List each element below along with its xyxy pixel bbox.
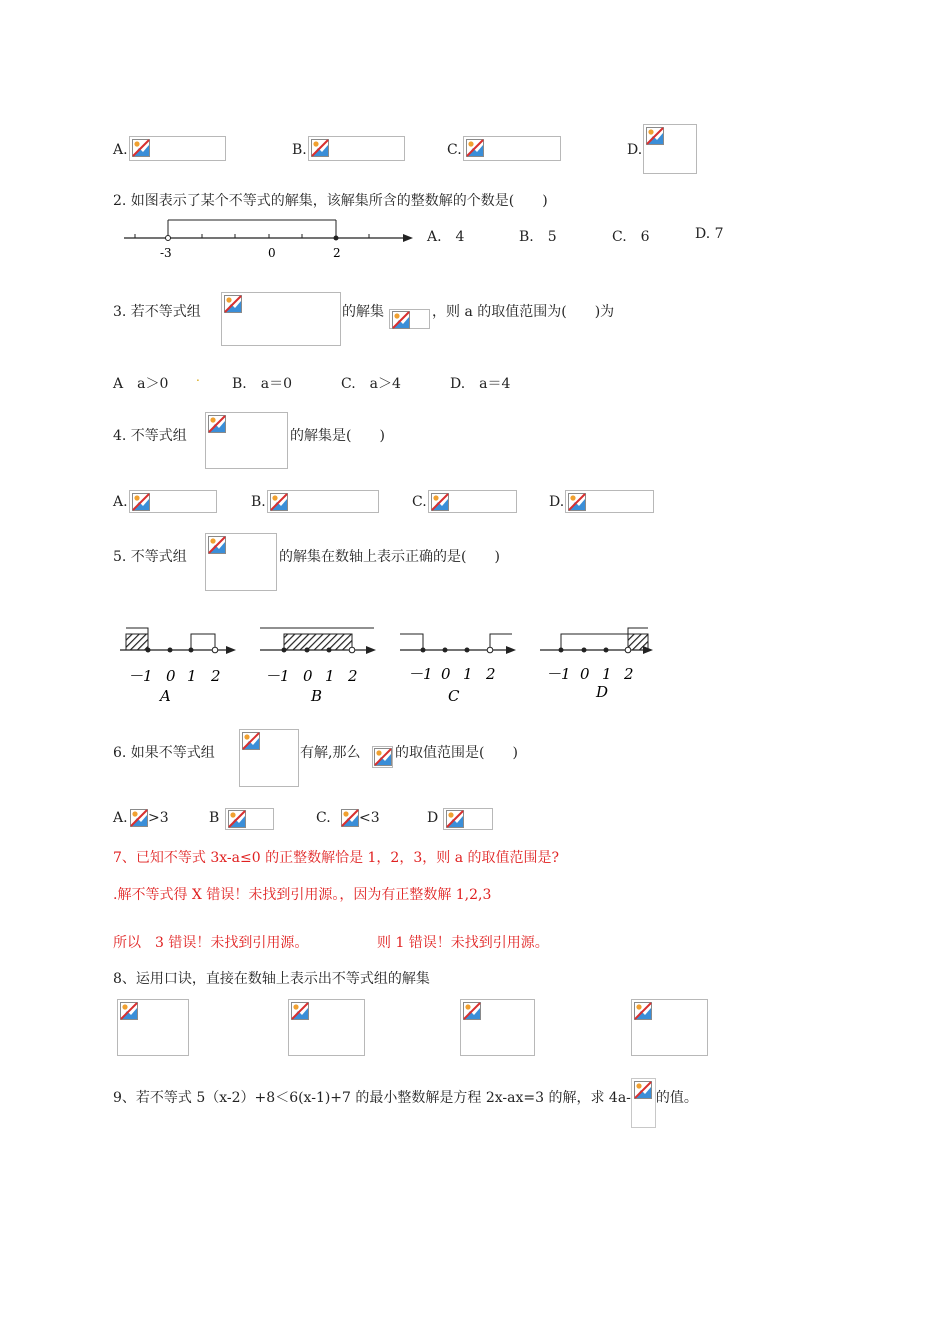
- q4-option-b-image: [267, 490, 379, 513]
- q5d-tick-0: 0: [580, 665, 590, 683]
- image-icon: [634, 1081, 652, 1099]
- q4-option-c-image: [428, 490, 517, 513]
- q3-prefix: 3. 若不等式组: [113, 304, 201, 320]
- q2-option-a: A. 4: [427, 229, 465, 245]
- q3-suffix: ，则 a 的取值范围为( )为: [432, 304, 615, 320]
- q1-option-c-image: [463, 136, 561, 161]
- q5-option-d-line: [540, 628, 653, 654]
- image-icon: [374, 748, 392, 766]
- q5b-tick-1: 1: [325, 667, 335, 685]
- q8-system-4-image: [631, 999, 708, 1056]
- q5-option-d-label: D: [596, 683, 609, 701]
- q6-suffix: 的取值范围是( ): [395, 745, 518, 761]
- q4-suffix: 的解集是( ): [290, 428, 385, 444]
- q4-label-a: A.: [113, 494, 128, 510]
- q5a-tick-minus1: －1: [128, 667, 153, 685]
- q5d-tick-minus1: －1: [546, 665, 571, 683]
- q2-tick-0: 0: [268, 246, 276, 260]
- image-icon: [291, 1002, 309, 1020]
- image-icon: [120, 1002, 138, 1020]
- q3-option-a: A a＞0: [113, 376, 169, 392]
- q5c-tick-0: 0: [441, 665, 451, 683]
- q9-suffix: 的值。: [655, 1090, 698, 1106]
- q6-option-a-tail: >3: [148, 810, 169, 826]
- q2-tick-2: 2: [333, 246, 341, 260]
- q5-option-b-label: B: [311, 687, 323, 705]
- q6-option-d-image: [443, 808, 493, 830]
- image-icon: [208, 536, 226, 554]
- q5a-tick-1: 1: [187, 667, 197, 685]
- q5b-tick-2: 2: [348, 667, 358, 685]
- q4-label-b: B.: [251, 494, 266, 510]
- q5-suffix: 的解集在数轴上表示正确的是( ): [279, 549, 500, 565]
- q6-label-c: C.: [316, 810, 331, 826]
- q2-question: 2. 如图表示了某个不等式的解集，该解集所含的整数解的个数是( ): [113, 193, 548, 209]
- q2-tick-minus3: -3: [160, 246, 172, 260]
- q5d-tick-1: 1: [602, 665, 612, 683]
- q6-mid: 有解,那么: [300, 745, 361, 761]
- q6-option-b-image: [225, 808, 274, 830]
- image-icon: [130, 809, 148, 827]
- q5d-tick-2: 2: [624, 665, 634, 683]
- q5b-tick-minus1: －1: [265, 667, 290, 685]
- image-icon: [224, 295, 242, 313]
- image-icon: [242, 732, 260, 750]
- q1-option-d-image: [643, 124, 697, 174]
- q8-system-3-image: [460, 999, 535, 1056]
- q3-option-d: D. a＝4: [450, 376, 511, 392]
- q8-question: 8、运用口诀，直接在数轴上表示出不等式组的解集: [113, 971, 430, 987]
- q5-system-image: [205, 533, 277, 591]
- image-icon: [646, 127, 664, 145]
- q7-solution-line2a: 所以 3 错误！未找到引用源。: [113, 935, 309, 951]
- image-icon: [446, 810, 464, 828]
- q6-label-a: A.: [113, 810, 128, 826]
- q6-option-c-tail: <3: [359, 810, 380, 826]
- image-icon: [228, 810, 246, 828]
- q2-option-d: D. 7: [695, 226, 724, 242]
- q6-variable-image: [372, 746, 393, 768]
- q5a-tick-0: 0: [166, 667, 176, 685]
- image-icon: [466, 139, 484, 157]
- q5-option-c-label: C: [448, 687, 460, 705]
- q5-option-b-line: [260, 628, 376, 654]
- q2-option-b: B. 5: [519, 229, 557, 245]
- q6-label-d: D: [427, 810, 439, 826]
- q4-prefix: 4. 不等式组: [113, 428, 187, 444]
- image-icon: [341, 809, 359, 827]
- q8-system-1-image: [117, 999, 189, 1056]
- image-icon: [463, 1002, 481, 1020]
- q5c-tick-2: 2: [486, 665, 496, 683]
- q1-option-a-image: [129, 136, 226, 161]
- q1-label-c: C.: [447, 142, 462, 158]
- q5-option-a-line: [120, 628, 236, 654]
- q5b-tick-0: 0: [303, 667, 313, 685]
- image-icon: [392, 311, 410, 329]
- q6-prefix: 6. 如果不等式组: [113, 745, 215, 761]
- image-icon: [568, 493, 586, 511]
- q3-stray-dot: .: [196, 370, 200, 384]
- q7-solution-line2b: 则 1 错误！未找到引用源。: [377, 935, 549, 951]
- q7-question: 7、已知不等式 3x-a≤0 的正整数解恰是 1，2，3，则 a 的取值范围是?: [113, 850, 560, 866]
- q1-option-b-image: [308, 136, 405, 161]
- q6-label-b: B: [209, 810, 220, 826]
- image-icon: [634, 1002, 652, 1020]
- image-icon: [132, 493, 150, 511]
- q2-number-line: [120, 216, 420, 264]
- q3-mid: 的解集: [342, 304, 384, 320]
- q4-system-image: [205, 412, 288, 469]
- q1-label-d: D.: [627, 142, 643, 158]
- q3-solution-image: [389, 309, 430, 329]
- q9-prefix: 9、若不等式 5（x-2）+8＜6(x-1)+7 的最小整数解是方程 2x-ax=3 的解，求 4a-: [113, 1090, 631, 1106]
- image-icon: [311, 139, 329, 157]
- q4-label-d: D.: [549, 494, 565, 510]
- q3-option-b: B. a＝0: [232, 376, 292, 392]
- q5-number-line-options: [110, 620, 670, 710]
- q2-option-c: C. 6: [612, 229, 650, 245]
- q5c-tick-minus1: －1: [408, 665, 433, 683]
- q4-option-d-image: [565, 490, 654, 513]
- q9-expression-image: [631, 1078, 656, 1128]
- q5a-tick-2: 2: [211, 667, 221, 685]
- q7-solution-line1: .解不等式得 X 错误！未找到引用源。，因为有正整数解 1,2,3: [113, 887, 492, 903]
- q1-label-b: B.: [292, 142, 307, 158]
- q4-label-c: C.: [412, 494, 427, 510]
- q5-prefix: 5. 不等式组: [113, 549, 187, 565]
- q5-option-a-label: A: [160, 687, 171, 705]
- q5c-tick-1: 1: [463, 665, 473, 683]
- image-icon: [270, 493, 288, 511]
- q8-system-2-image: [288, 999, 365, 1056]
- image-icon: [208, 415, 226, 433]
- image-icon: [132, 139, 150, 157]
- q4-option-a-image: [129, 490, 217, 513]
- q5-option-c-line: [400, 634, 516, 654]
- q1-label-a: A.: [113, 142, 128, 158]
- q3-system-image: [221, 292, 341, 346]
- q6-system-image: [239, 729, 299, 787]
- q9-question: [113, 1078, 698, 1128]
- q3-option-c: C. a＞4: [341, 376, 401, 392]
- image-icon: [431, 493, 449, 511]
